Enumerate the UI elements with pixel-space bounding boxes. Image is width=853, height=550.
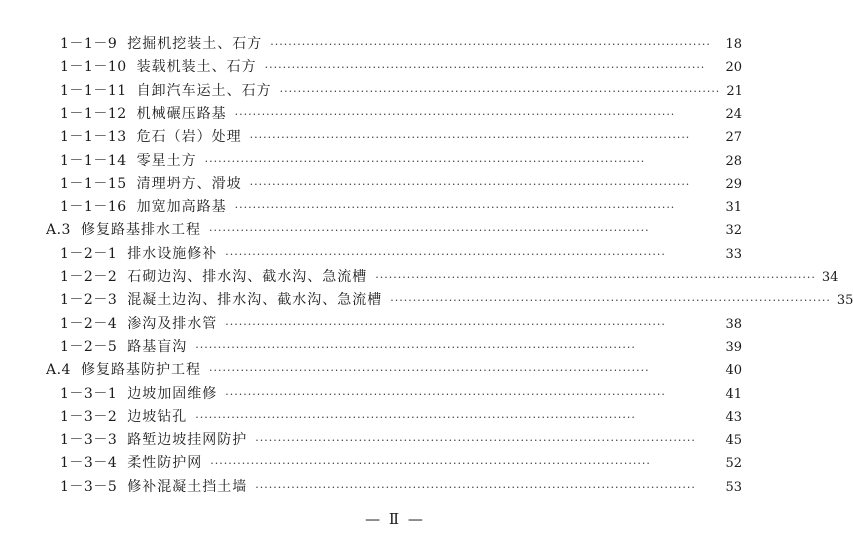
toc-number: 1－2－5: [60, 338, 118, 355]
toc-title: 加宽加高路基: [136, 199, 227, 216]
toc-entry-row[interactable]: [0, 126, 790, 148]
toc-page-number: 45: [725, 433, 742, 449]
toc-dot-leader: ··································································································: [255, 480, 696, 494]
toc-entry-row[interactable]: [0, 406, 790, 428]
toc-title: 路堑边坡挂网防护: [127, 432, 248, 449]
toc-dot-leader: ··································································································: [195, 340, 636, 354]
toc-number: A.4: [46, 362, 71, 379]
toc-page-number: 53: [725, 479, 742, 495]
toc-page-number: 32: [725, 223, 742, 239]
toc-dot-leader: ··································································································: [375, 271, 816, 284]
toc-dot-leader: ··································································································: [270, 38, 711, 51]
toc-entry-row[interactable]: [0, 33, 790, 55]
toc-title: 装载机装土、石方: [136, 59, 257, 76]
toc-number: 1－2－3: [60, 292, 118, 309]
toc-entry-row[interactable]: [0, 243, 790, 265]
toc-title: 混凝土边沟、排水沟、截水沟、急流槽: [127, 292, 383, 309]
toc-number: 1－2－1: [60, 245, 118, 262]
toc-entry-row[interactable]: [0, 196, 790, 218]
toc-line: [46, 359, 742, 382]
toc-page-number: 43: [725, 409, 742, 425]
toc-dot-leader: ··································································································: [208, 364, 650, 378]
toc-line: [60, 383, 742, 406]
toc-dot-leader: ··································································································: [225, 247, 666, 261]
toc-page-number: 34: [821, 270, 839, 285]
toc-title: 自卸汽车运土、石方: [136, 82, 272, 99]
toc-line: [60, 336, 742, 359]
toc-entry-row[interactable]: [0, 56, 790, 78]
toc-page-number: 24: [725, 106, 742, 122]
toc-line: [60, 313, 742, 336]
toc-number: 1－3－1: [60, 385, 118, 402]
toc-page-number: 38: [725, 316, 742, 332]
toc-number: 1－1－13: [60, 129, 127, 146]
toc-dot-leader: ··································································································: [208, 224, 650, 238]
toc-page-number: 39: [725, 339, 742, 355]
toc-entry-row[interactable]: [0, 476, 790, 498]
toc-title: 挖掘机挖装土、石方: [127, 36, 263, 52]
toc-line: [60, 266, 839, 289]
toc-entry-row[interactable]: [0, 173, 790, 195]
toc-dot-leader: ··································································································: [264, 61, 706, 75]
toc-title: 石砌边沟、排水沟、截水沟、急流槽: [127, 269, 368, 285]
toc-title: 修补混凝土挡土墙: [127, 478, 248, 495]
toc-title: 修复路基防护工程: [80, 362, 201, 379]
page-number: — Ⅱ —: [365, 510, 425, 528]
toc-page-number: 20: [725, 60, 742, 76]
toc-dot-leader: ··································································································: [225, 317, 666, 331]
toc-line: [60, 452, 742, 475]
toc-number: 1－1－9: [60, 36, 118, 52]
toc-entry-row[interactable]: [0, 103, 790, 125]
toc-line: [60, 33, 742, 56]
toc-page-number: 21: [726, 83, 743, 99]
toc-page-number: 33: [725, 246, 742, 262]
toc-title: 危石（岩）处理: [136, 129, 242, 146]
toc-number: 1－1－14: [60, 152, 127, 169]
toc-line: [60, 150, 742, 173]
toc-number: 1－3－2: [60, 408, 118, 425]
toc-number: 1－1－10: [60, 59, 127, 76]
toc-number: A.3: [46, 222, 71, 239]
toc-number: 1－1－11: [60, 82, 127, 99]
toc-number: 1－1－12: [60, 105, 127, 122]
toc-section-row[interactable]: [0, 359, 790, 381]
toc-title: 修复路基排水工程: [80, 222, 201, 239]
toc-page-number: 41: [725, 386, 742, 402]
toc-dot-leader: ··································································································: [210, 457, 651, 471]
toc-entry-row[interactable]: [0, 266, 839, 288]
toc-dot-leader: ··································································································: [204, 154, 646, 168]
toc-dot-leader: ··································································································: [234, 107, 676, 121]
toc-entry-row[interactable]: [0, 289, 853, 311]
toc-dot-leader: ··································································································: [249, 131, 691, 145]
toc-dot-leader: ··································································································: [195, 410, 636, 424]
toc-line: [60, 80, 742, 103]
toc-page-number: 31: [725, 200, 742, 216]
toc-title: 柔性防护网: [127, 455, 203, 472]
toc-title: 路基盲沟: [127, 338, 188, 355]
toc-title: 排水设施修补: [127, 245, 218, 262]
toc-page-number: 29: [725, 176, 742, 192]
toc-line: [60, 406, 742, 429]
toc-entry-row[interactable]: [0, 336, 790, 358]
toc-dot-leader: ··································································································: [255, 434, 696, 448]
toc-line: [46, 219, 742, 242]
toc-dot-leader: ··································································································: [279, 84, 721, 98]
toc-line: [60, 126, 742, 149]
toc-dot-leader: ··································································································: [225, 387, 666, 401]
toc-page-number: 27: [725, 130, 742, 146]
toc-title: 清理坍方、滑坡: [136, 175, 242, 192]
toc-line: [60, 196, 742, 219]
toc-entry-row[interactable]: [0, 452, 790, 474]
toc-entry-row[interactable]: [0, 313, 790, 335]
toc-entry-row[interactable]: [0, 150, 790, 172]
toc-title: 零星土方: [136, 152, 197, 169]
toc-title: 边坡加固维修: [127, 385, 218, 402]
toc-page-number: 18: [725, 37, 742, 52]
toc-line: [60, 243, 742, 266]
toc-line: [60, 56, 742, 79]
toc-number: 1－1－15: [60, 175, 127, 192]
toc-page-number: 35: [836, 293, 853, 309]
toc-page-number: 40: [725, 363, 742, 379]
toc-entry-row[interactable]: [0, 80, 790, 102]
toc-dot-leader: ··································································································: [234, 201, 676, 215]
toc-line: [60, 429, 742, 452]
toc-line: [60, 476, 742, 499]
toc-page-number: 28: [725, 153, 742, 169]
toc-number: 1－3－4: [60, 455, 118, 472]
toc-number: 1－3－5: [60, 478, 118, 495]
toc-number: 1－2－4: [60, 315, 118, 332]
toc-dot-leader: ··································································································: [390, 294, 831, 308]
toc-entry-row[interactable]: [0, 429, 790, 451]
toc-line: [60, 173, 742, 196]
toc-title: 机械碾压路基: [136, 105, 227, 122]
toc-number: 1－2－2: [60, 269, 118, 285]
toc-title: 渗沟及排水管: [127, 315, 218, 332]
toc-number: 1－3－3: [60, 432, 118, 449]
toc-page-number: 52: [725, 456, 742, 472]
toc-line: [60, 289, 853, 312]
toc-entry-row[interactable]: [0, 383, 790, 405]
toc-section-row[interactable]: [0, 219, 790, 241]
toc-title: 边坡钻孔: [127, 408, 188, 425]
toc-line: [60, 103, 742, 126]
toc-dot-leader: ··································································································: [249, 177, 691, 191]
toc-number: 1－1－16: [60, 199, 127, 216]
